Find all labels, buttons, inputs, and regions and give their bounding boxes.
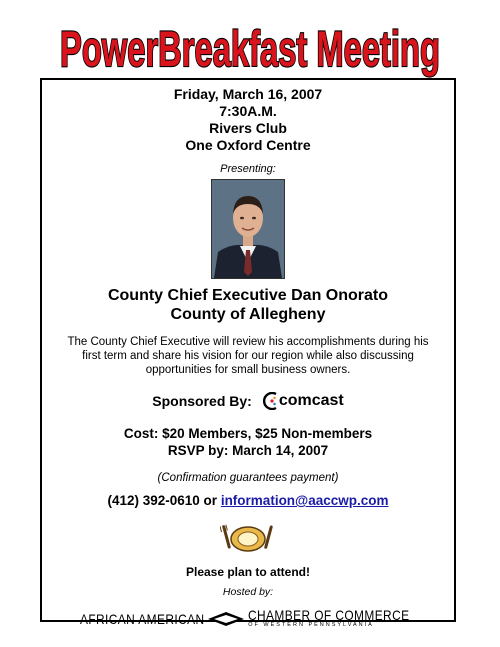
event-time: 7:30A.M.: [219, 103, 277, 119]
host-logo: [42, 608, 454, 629]
contact-line: [42, 493, 454, 508]
host-name-sub: OF WESTERN PENNSYLVANIA: [248, 622, 374, 628]
sponsor-row: [42, 392, 454, 410]
hosted-by-label: Hosted by:: [222, 586, 274, 598]
event-details: [42, 86, 454, 154]
comcast-logo: [262, 392, 344, 410]
speaker-photo: [211, 179, 285, 279]
sponsor-name: comcast: [278, 392, 344, 409]
event-address: One Oxford Centre: [185, 137, 311, 153]
event-venue: Rivers Club: [209, 120, 287, 136]
event-date: Friday, March 16, 2007: [173, 86, 323, 102]
comcast-peacock-icon: [262, 392, 278, 410]
flyer-frame: [40, 78, 456, 628]
sponsor-label: Sponsored By:: [152, 393, 252, 409]
confirmation-note: (Confirmation guarantees payment): [157, 472, 339, 484]
cost-block: [42, 425, 454, 459]
presenting-label: Presenting:: [220, 163, 276, 175]
speaker-org: County of Allegheny: [170, 306, 326, 323]
contact-phone: (412) 392-0610 or: [107, 493, 221, 508]
place-setting-icon: [220, 519, 276, 555]
speaker-heading: [42, 286, 454, 324]
event-description: The County Chief Executive will review his accomplishments during his first term and share his vision for our region while also discussing opportunities for small business owners.: [67, 336, 429, 376]
attend-note: Please plan to attend!: [185, 565, 311, 579]
rsvp-line: RSVP by: March 14, 2007: [167, 443, 329, 458]
contact-email-link[interactable]: information@aaccwp.com: [220, 493, 389, 508]
chamber-logo-icon: [208, 612, 244, 626]
cost-line: Cost: $20 Members, $25 Non-members: [123, 426, 373, 441]
banner: [0, 6, 500, 78]
speaker-name: County Chief Executive Dan Onorato: [107, 287, 389, 304]
host-name-left: AFRICAN AMERICAN: [79, 610, 205, 627]
host-name-right: CHAMBER OF COMMERCE: [248, 607, 410, 623]
banner-title: PowerBreakfast Meeting: [60, 21, 440, 77]
